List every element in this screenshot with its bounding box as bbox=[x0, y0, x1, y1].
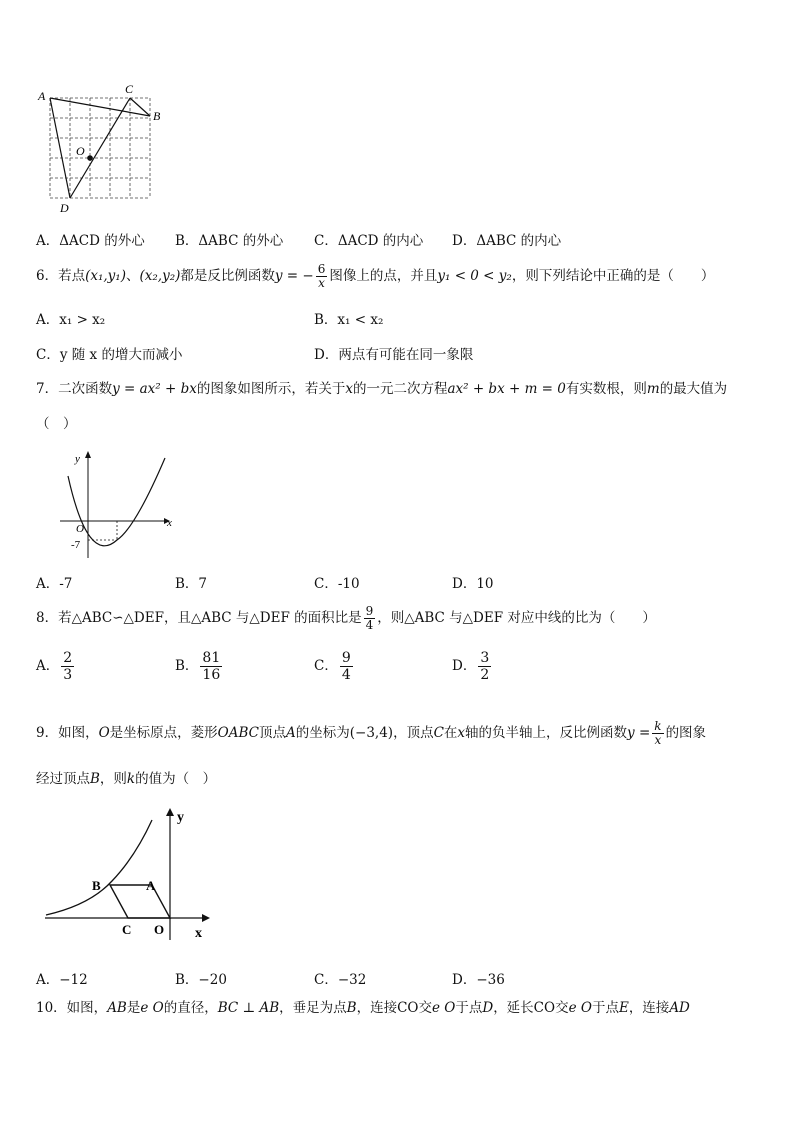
q7-option-c[interactable]: C．-10 bbox=[314, 576, 360, 592]
q7-x-axis-label: x bbox=[167, 517, 172, 529]
q8-option-b[interactable]: B． $\frac{81}{16}$ bbox=[175, 650, 221, 683]
q7-option-a[interactable]: A．-7 bbox=[36, 576, 73, 592]
q9-A-label: A bbox=[146, 878, 156, 893]
q9-B-label: B bbox=[92, 878, 101, 893]
q5-option-a[interactable]: A．ΔACD 的外心 bbox=[36, 233, 145, 249]
q9-option-a[interactable]: A．−12 bbox=[36, 972, 88, 988]
q9-C-label: C bbox=[122, 922, 132, 937]
q5-option-c[interactable]: C．ΔACD 的内心 bbox=[314, 233, 424, 249]
q9-y-label: y bbox=[177, 810, 184, 825]
q6-option-b[interactable]: B．x₁ < x₂ bbox=[314, 312, 384, 328]
q7-origin-label: O bbox=[76, 523, 84, 535]
q7-y-axis-label: y bbox=[75, 453, 80, 465]
q8-option-a[interactable]: A． $\frac{2}{3}$ bbox=[36, 650, 73, 683]
q7-stem: 7．二次函数y = ax² + bx的图象如图所示，若关于x的一元二次方程ax² + bx + m = 0有实数根，则m的最大值为 bbox=[36, 381, 728, 397]
label-C: C bbox=[125, 82, 134, 96]
q7-option-b[interactable]: B．7 bbox=[175, 576, 208, 592]
q6-option-a[interactable]: A．x₁ > x₂ bbox=[36, 312, 106, 328]
q9-stem-line2: 经过顶点B，则k的值为（ ） bbox=[36, 771, 217, 787]
q9-stem-line1: 9．如图，O是坐标原点，菱形OABC顶点A的坐标为(−3,4)，顶点C在x轴的负半轴上，反比例函数y = $\frac{k}{x}$ 的图象 bbox=[36, 719, 707, 747]
grid-triangle-figure bbox=[30, 82, 170, 212]
q7-min-label: -7 bbox=[71, 539, 81, 551]
q6-option-d[interactable]: D．两点有可能在同一象限 bbox=[314, 347, 474, 363]
q7-option-d[interactable]: D．10 bbox=[452, 576, 494, 592]
q9-option-b[interactable]: B．−20 bbox=[175, 972, 227, 988]
label-B: B bbox=[153, 109, 161, 123]
q9-option-c[interactable]: C．−32 bbox=[314, 972, 367, 988]
label-O: O bbox=[76, 144, 85, 158]
q8-stem: 8．若△ABC∽△DEF，且△ABC 与△DEF 的面积比是 $\frac{9}{4}$ ，则△ABC 与△DEF 对应中线的比为（ ） bbox=[36, 604, 656, 632]
q9-O-label: O bbox=[154, 922, 165, 937]
q7-parabola-graph bbox=[55, 448, 185, 563]
label-A: A bbox=[38, 89, 46, 103]
q8-option-c[interactable]: C． $\frac{9}{4}$ bbox=[314, 650, 351, 683]
q6-option-c[interactable]: C．y 随 x 的增大而减小 bbox=[36, 347, 183, 363]
q6-stem: 6．若点(x₁,y₁)、(x₂,y₂)都是反比例函数y = − $\frac{6}{x}$ 图像上的点，并且y₁ < 0 < y₂，则下列结论中正确的是（ ） bbox=[36, 262, 715, 290]
q8-option-d[interactable]: D． $\frac{3}{2}$ bbox=[452, 650, 490, 683]
q10-stem: 10．如图，AB是e O的直径，BC ⊥ AB，垂足为点B，连接CO交e O于点D，延长CO交e O于点E，连接AD bbox=[36, 1000, 690, 1016]
q5-option-d[interactable]: D．ΔABC 的内心 bbox=[452, 233, 562, 249]
q9-option-d[interactable]: D．−36 bbox=[452, 972, 505, 988]
q9-x-label: x bbox=[195, 926, 202, 941]
q5-option-b[interactable]: B．ΔABC 的外心 bbox=[175, 233, 284, 249]
label-D: D bbox=[60, 201, 69, 212]
q7-paren: （ ） bbox=[36, 416, 77, 432]
q9-rhombus-graph bbox=[40, 805, 220, 945]
